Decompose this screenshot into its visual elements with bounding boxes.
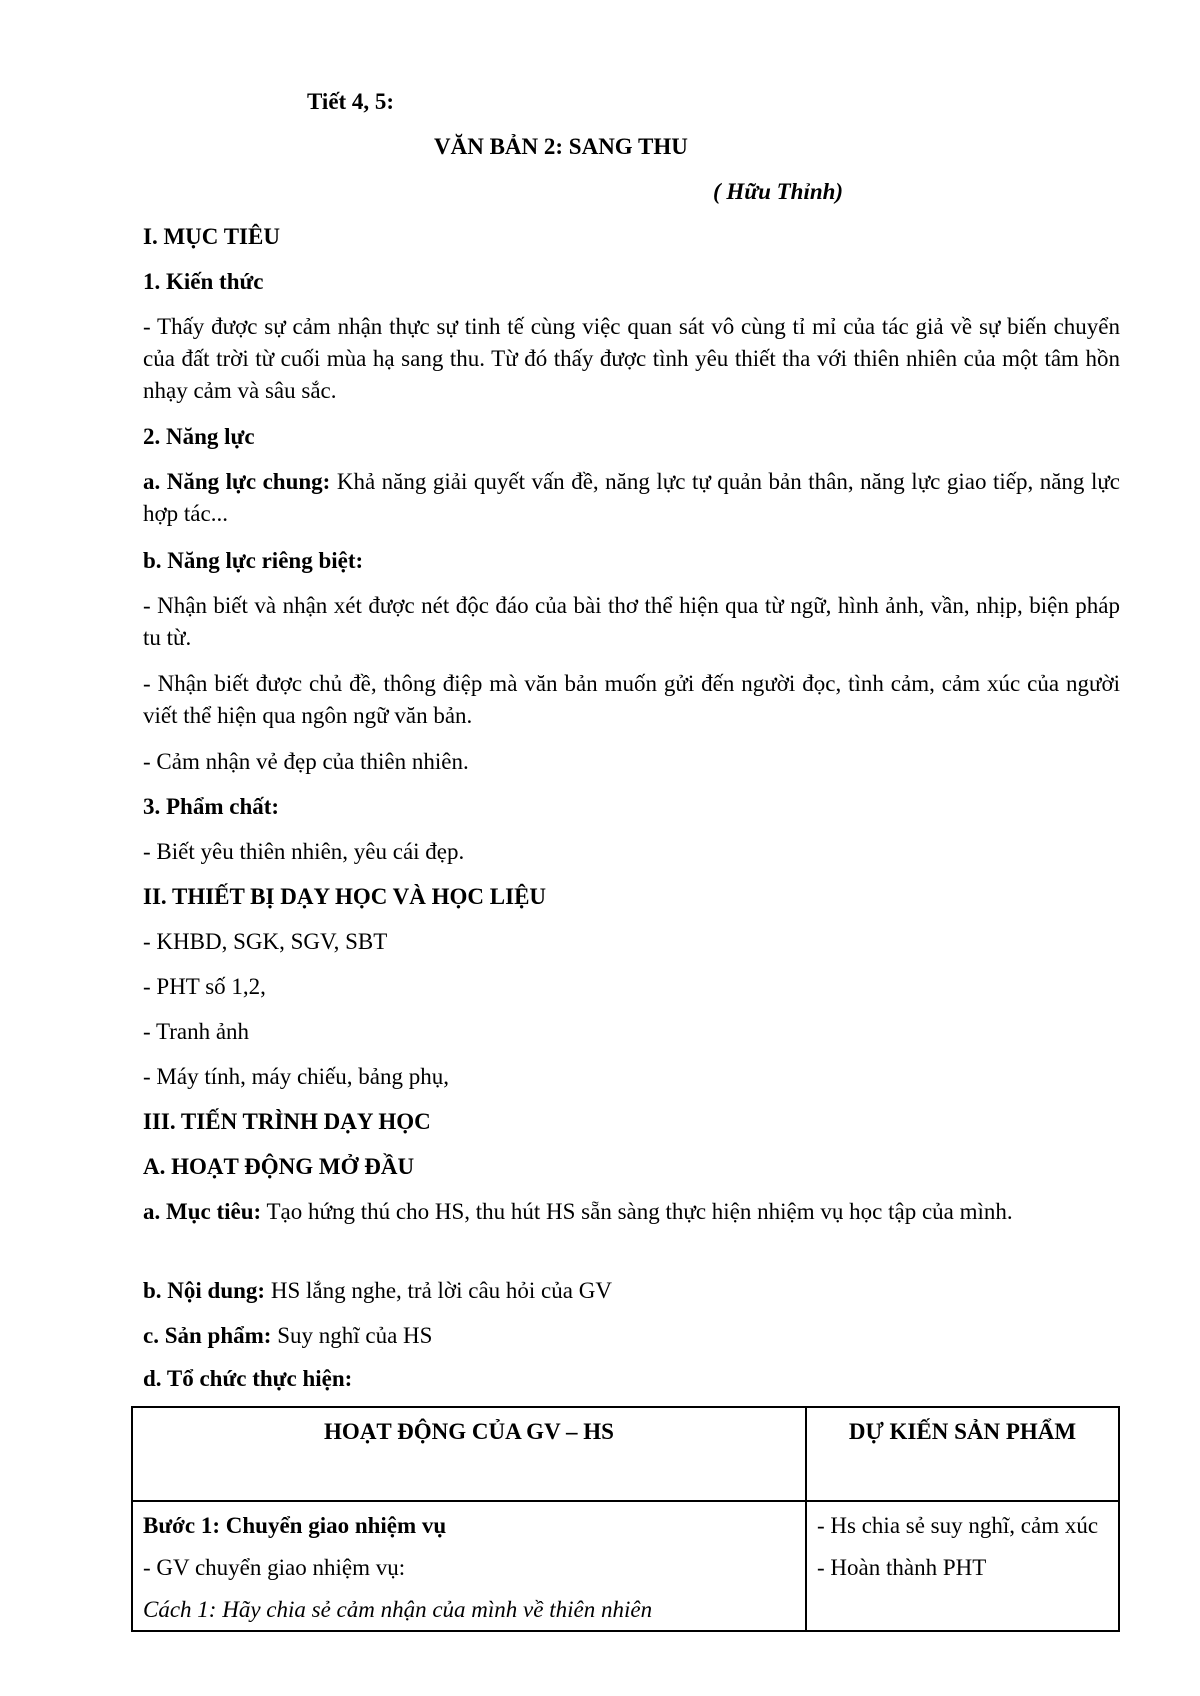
lesson-title: VĂN BẢN 2: SANG THU	[434, 134, 688, 159]
heading-specific-competence: b. Năng lực riêng biệt:	[143, 548, 364, 573]
section-heading-equipment: II. THIẾT BỊ DẠY HỌC VÀ HỌC LIỆU	[143, 884, 547, 909]
knowledge-text: - Thấy được sự cảm nhận thực sự tinh tế cùng việc quan sát vô cùng tỉ mỉ của tác giả về sự biến chuyển của đất trời từ cuối mùa hạ sang thu. Từ đó thấy được tình yêu thiết tha với thiên nhiên của một tâm hồn nhạy cảm và sâu sắc.	[143, 314, 1120, 403]
activity-content-text: HS lắng nghe, trả lời câu hỏi của GV	[265, 1278, 612, 1303]
equipment-item: - Tranh ảnh	[143, 1019, 250, 1044]
specific-item: - Cảm nhận vẻ đẹp của thiên nhiên.	[143, 749, 469, 774]
general-competence-label: a. Năng lực chung:	[143, 469, 331, 494]
expected-item: - Hoàn thành PHT	[817, 1555, 987, 1580]
step-task: - GV chuyển giao nhiệm vụ:	[143, 1555, 406, 1580]
section-heading-objectives: I. MỤC TIÊU	[143, 224, 280, 249]
activity-table	[131, 1406, 1120, 1632]
activity-product-label: c. Sản phẩm:	[143, 1323, 272, 1348]
activity-goal-label: a. Mục tiêu:	[143, 1199, 262, 1224]
table-cell-expected	[806, 1501, 1119, 1631]
activity-content	[143, 1275, 1120, 1307]
activity-product-text: Suy nghĩ của HS	[271, 1323, 433, 1348]
general-competence	[143, 466, 1120, 530]
table-row	[132, 1501, 1119, 1631]
heading-competence: 2. Năng lực	[143, 424, 255, 449]
lesson-author: ( Hữu Thỉnh)	[713, 179, 844, 204]
table-header-row	[132, 1407, 1119, 1501]
equipment-item: - Máy tính, máy chiếu, bảng phụ,	[143, 1064, 449, 1089]
activity-goal	[143, 1196, 1120, 1228]
activity-content-label: b. Nội dung:	[143, 1278, 266, 1303]
lesson-period: Tiết 4, 5:	[307, 89, 395, 114]
table-header-expected-product: DỰ KIẾN SẢN PHẨM	[806, 1407, 1119, 1501]
activity-goal-text: Tạo hứng thú cho HS, thu hút HS sẵn sàng thực hiện nhiệm vụ học tập của mình.	[261, 1199, 1013, 1224]
equipment-item: - PHT số 1,2,	[143, 974, 266, 999]
quality-text: - Biết yêu thiên nhiên, yêu cái đẹp.	[143, 839, 465, 864]
activity-product	[143, 1320, 1120, 1352]
section-heading-process: III. TIẾN TRÌNH DẠY HỌC	[143, 1109, 431, 1134]
step-way-1: Cách 1: Hãy chia sẻ cảm nhận của mình về thiên nhiên	[143, 1597, 653, 1622]
table-header-activities: HOẠT ĐỘNG CỦA GV – HS	[132, 1407, 806, 1501]
general-competence-text: Khả năng giải quyết vấn đề, năng lực tự quản bản thân, năng lực giao tiếp, năng lực hợp tác...	[143, 469, 1121, 526]
heading-opening-activity: A. HOẠT ĐỘNG MỞ ĐẦU	[143, 1154, 415, 1179]
table-cell-activity	[132, 1501, 806, 1631]
equipment-item: - KHBD, SGK, SGV, SBT	[143, 929, 388, 954]
step-heading: Bước 1: Chuyển giao nhiệm vụ	[143, 1513, 447, 1538]
heading-quality: 3. Phẩm chất:	[143, 794, 280, 819]
expected-item: - Hs chia sẻ suy nghĩ, cảm xúc	[817, 1513, 1099, 1538]
specific-item: - Nhận biết và nhận xét được nét độc đáo của bài thơ thể hiện qua từ ngữ, hình ảnh, vần, nhịp, biện pháp tu từ.	[143, 593, 1120, 650]
specific-item: - Nhận biết được chủ đề, thông điệp mà văn bản muốn gửi đến người đọc, tình cảm, cảm xúc của người viết thể hiện qua ngôn ngữ văn bản.	[143, 671, 1120, 728]
heading-knowledge: 1. Kiến thức	[143, 269, 264, 294]
activity-organization-label: d. Tổ chức thực hiện:	[143, 1366, 353, 1391]
